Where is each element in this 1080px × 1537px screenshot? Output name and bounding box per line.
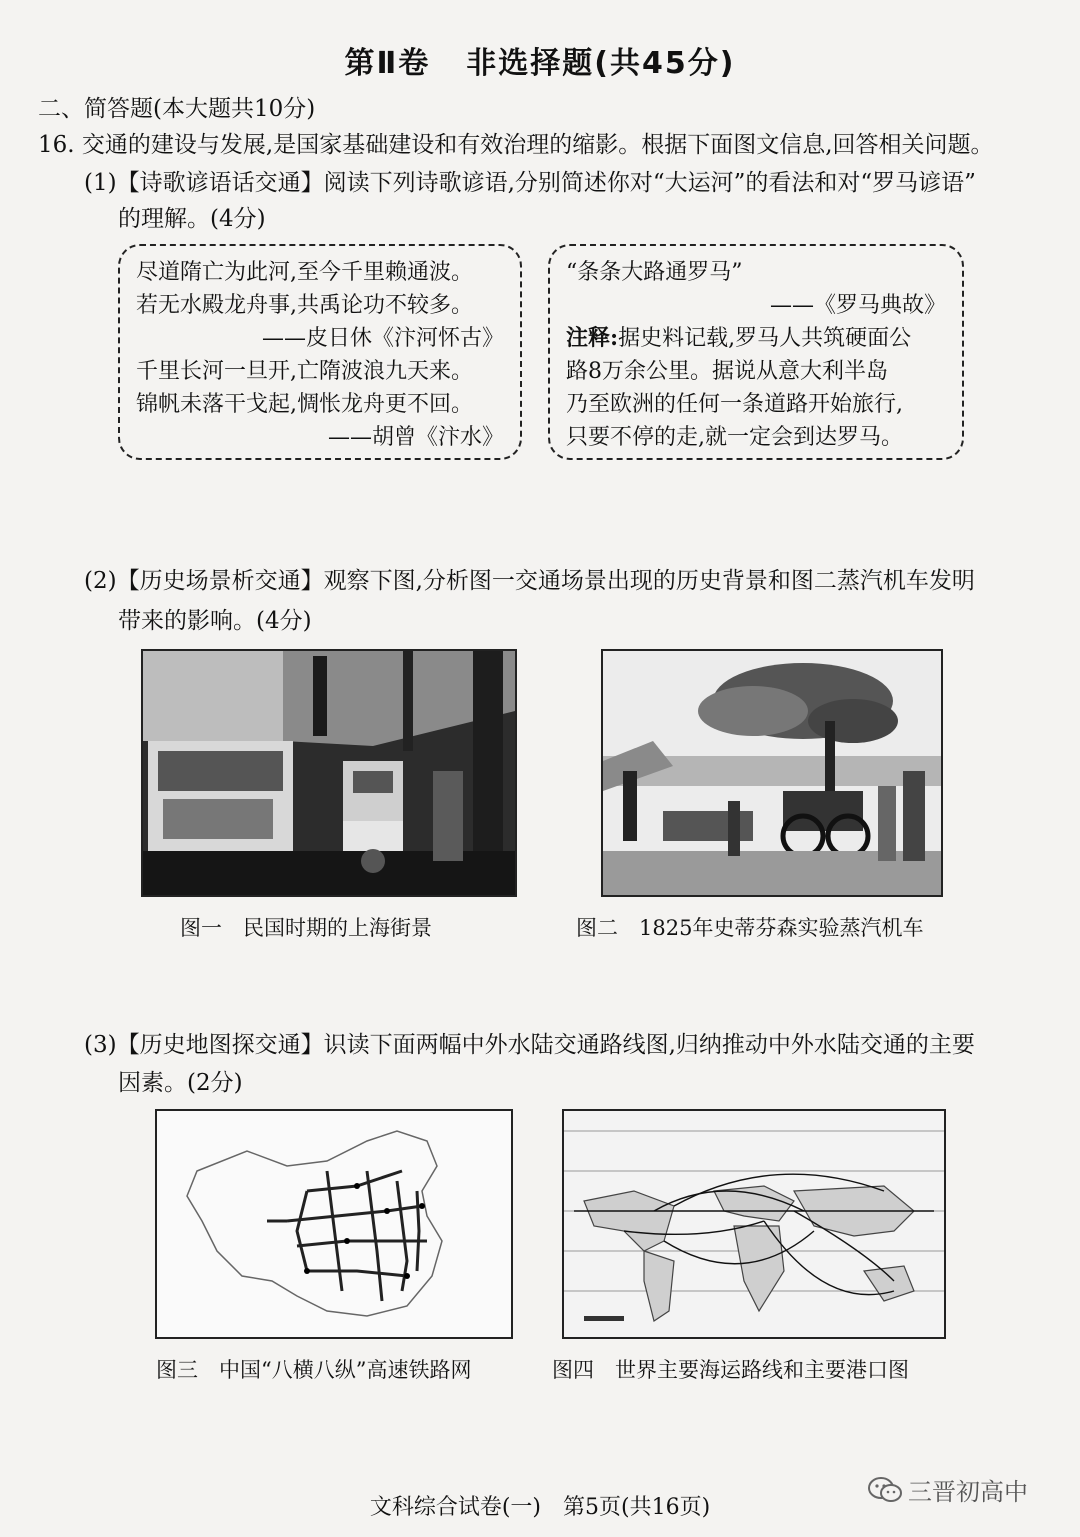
proverb-source: ——《罗马典故》 bbox=[769, 293, 946, 318]
q1-prompt-line1: (1)【诗歌谚语话交通】阅读下列诗歌谚语,分别简述你对“大运河”的看法和对“罗马谚语” bbox=[84, 170, 976, 196]
figure-1-caption: 图一 民国时期的上海街景 bbox=[180, 916, 432, 940]
figure-4-caption: 图四 世界主要海运路线和主要港口图 bbox=[552, 1358, 909, 1382]
proverb-box bbox=[548, 244, 964, 460]
q2-prompt-line2: 带来的影响。(4分) bbox=[118, 608, 312, 634]
figure-3-china-rail-map bbox=[155, 1109, 513, 1339]
q3-prompt-line1: (3)【历史地图探交通】识读下面两幅中外水陆交通路线图,归纳推动中外水陆交通的主要 bbox=[84, 1032, 975, 1058]
watermark-text: 三晋初高中 bbox=[908, 1478, 1028, 1506]
poem-attribution: ——皮日休《汴河怀古》 bbox=[261, 326, 504, 351]
poem-line: 尽道隋亡为此河,至今千里赖通波。 bbox=[136, 260, 473, 285]
proverb-note-line: 注释:据史料记载,罗马人共筑硬面公 bbox=[566, 325, 912, 351]
part-title: 第Ⅱ卷 非选择题(共45分) bbox=[344, 46, 736, 81]
poem-box bbox=[118, 244, 522, 460]
figure-4-world-shipping-map bbox=[562, 1109, 946, 1339]
poem-line: 锦帆未落干戈起,惆怅龙舟更不回。 bbox=[136, 392, 473, 417]
proverb-note-line: 乃至欧洲的任何一条道路开始旅行, bbox=[566, 392, 903, 417]
proverb-text: “条条大路通罗马” bbox=[566, 260, 743, 285]
page-footer: 文科综合试卷(一) 第5页(共16页) bbox=[369, 1495, 711, 1520]
q1-prompt-line2: 的理解。(4分) bbox=[118, 206, 266, 232]
q3-prompt-line2: 因素。(2分) bbox=[118, 1070, 243, 1096]
poem-line: 千里长河一旦开,亡隋波浪九天来。 bbox=[136, 359, 473, 384]
poem-attribution: ——胡曾《汴水》 bbox=[327, 425, 504, 450]
question-16: 16. 交通的建设与发展,是国家基础建设和有效治理的缩影。根据下面图文信息,回答相关问题。 bbox=[38, 132, 994, 158]
note-label: 注释: bbox=[566, 325, 619, 351]
section-heading: 二、简答题(本大题共10分) bbox=[38, 96, 316, 122]
figure-3-caption: 图三 中国“八横八纵”高速铁路网 bbox=[156, 1358, 472, 1382]
proverb-note-line: 路8万余公里。据说从意大利半岛 bbox=[566, 359, 888, 384]
figure-2-caption: 图二 1825年史蒂芬森实验蒸汽机车 bbox=[576, 916, 924, 940]
q2-prompt-line1: (2)【历史场景析交通】观察下图,分析图一交通场景出现的历史背景和图二蒸汽机车发明 bbox=[84, 568, 975, 594]
figure-2-steam-locomotive-image bbox=[601, 649, 943, 897]
proverb-note-line: 只要不停的走,就一定会到达罗马。 bbox=[566, 425, 903, 450]
poem-line: 若无水殿龙舟事,共禹论功不较多。 bbox=[136, 293, 473, 318]
figure-1-shanghai-street-photo bbox=[141, 649, 517, 897]
